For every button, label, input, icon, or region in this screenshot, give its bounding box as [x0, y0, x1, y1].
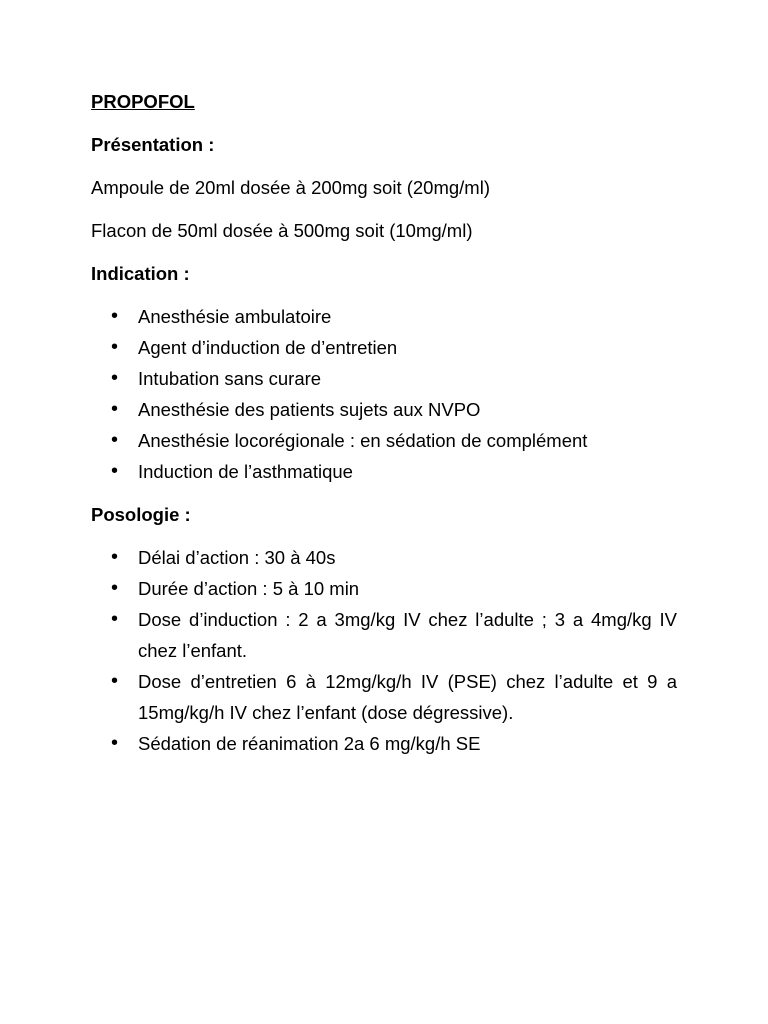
presentation-line-flacon: Flacon de 50ml dosée à 500mg soit (10mg/ml) [91, 220, 473, 241]
posologie-list [91, 542, 677, 759]
posologie-item: • Dose d’entretien 6 à 12mg/kg/h IV (PSE) chez l’adulte et 9 a 15mg/kg/h IV chez l’enfant (dose dégressive). [91, 666, 677, 728]
indication-item: • Induction de l’asthmatique [91, 456, 677, 487]
posologie-item: • Sédation de réanimation 2a 6 mg/kg/h SE [91, 728, 677, 759]
posologie-item: • Dose d’induction : 2 a 3mg/kg IV chez l’adulte ; 3 a 4mg/kg IV chez l’enfant. [91, 604, 677, 666]
indication-item: • Anesthésie ambulatoire [91, 301, 677, 332]
document-page [91, 86, 677, 771]
presentation-heading: Présentation : [91, 134, 215, 155]
posologie-item: • Durée d’action : 5 à 10 min [91, 573, 677, 604]
posologie-item: • Délai d’action : 30 à 40s [91, 542, 677, 573]
indication-item: • Anesthésie des patients sujets aux NVPO [91, 394, 677, 425]
indication-heading: Indication : [91, 263, 190, 284]
document-title: PROPOFOL [91, 91, 195, 112]
indication-item: • Intubation sans curare [91, 363, 677, 394]
indication-item: • Agent d’induction de d’entretien [91, 332, 677, 363]
indication-list [91, 301, 677, 487]
presentation-line-ampoule: Ampoule de 20ml dosée à 200mg soit (20mg/ml) [91, 177, 490, 198]
indication-item: • Anesthésie locorégionale : en sédation de complément [91, 425, 677, 456]
posologie-heading: Posologie : [91, 504, 191, 525]
